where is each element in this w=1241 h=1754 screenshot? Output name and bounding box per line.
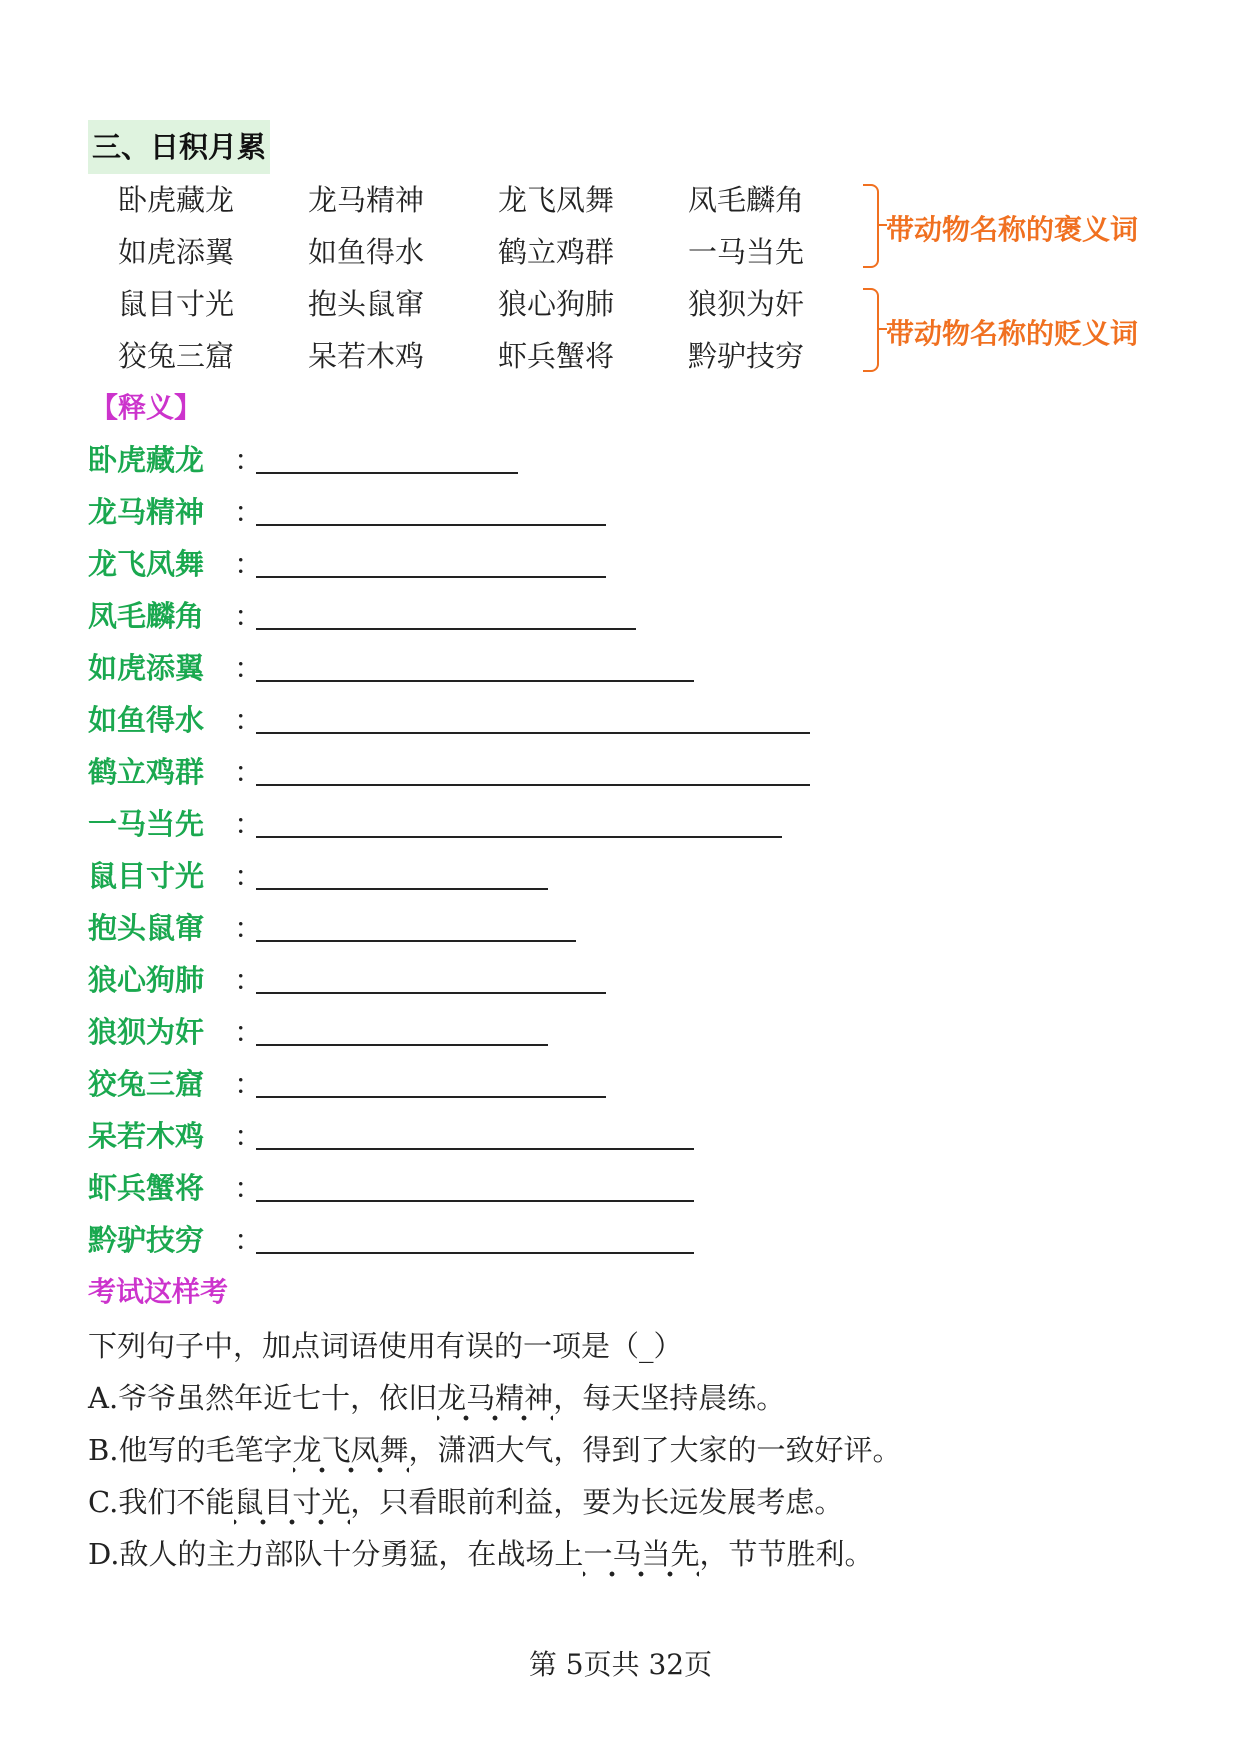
idiom: 狼狈为奸 (688, 287, 805, 321)
idiom-grid (118, 174, 878, 382)
definition-row (88, 746, 810, 798)
definition-row (88, 642, 810, 694)
definition-row (88, 850, 810, 902)
definition-row (88, 1162, 810, 1214)
definitions-list (88, 434, 810, 1266)
definition-row (88, 902, 810, 954)
definition-row (88, 1214, 810, 1266)
option-text: C.我们不能 (88, 1485, 235, 1519)
answer-blank-line[interactable] (256, 732, 810, 734)
idiom-row (118, 174, 878, 226)
answer-blank-line[interactable] (256, 992, 606, 994)
option-text: A.爷爷虽然年近七十，依旧 (88, 1381, 438, 1415)
definition-term: 卧虎藏龙 (88, 443, 205, 477)
idiom: 鼠目寸光 (118, 287, 235, 321)
option-b[interactable] (88, 1424, 1168, 1476)
idiom: 凤毛麟角 (688, 183, 805, 217)
definition-colon: ： (234, 1015, 264, 1049)
option-text: B.他写的毛笔字 (88, 1433, 293, 1467)
definition-colon: ： (234, 1171, 264, 1205)
idiom: 鹤立鸡群 (498, 235, 615, 269)
definition-row (88, 694, 810, 746)
negative-group-label: 带动物名称的贬义词 (886, 317, 1139, 350)
definition-term: 狼狈为奸 (88, 1015, 205, 1049)
option-text: D.敌人的主力部队十分勇猛，在战场上 (88, 1537, 584, 1571)
definition-colon: ： (234, 495, 264, 529)
definition-term: 龙马精神 (88, 495, 205, 529)
option-text: ，潇洒大气，得到了大家的一致好评。 (408, 1433, 902, 1467)
definition-colon: ： (234, 807, 264, 841)
answer-blank-line[interactable] (256, 1252, 694, 1254)
answer-blank-line[interactable] (256, 1096, 606, 1098)
definition-term: 龙飞凤舞 (88, 547, 205, 581)
section-title: 三、日积月累 (88, 120, 270, 174)
answer-blank-line[interactable] (256, 940, 576, 942)
definition-term: 如虎添翼 (88, 651, 205, 685)
definition-colon: ： (234, 911, 264, 945)
answer-blank-line[interactable] (256, 784, 810, 786)
definition-row (88, 1110, 810, 1162)
negative-group-brace (863, 288, 879, 372)
definition-colon: ： (234, 859, 264, 893)
definition-colon: ： (234, 1067, 264, 1101)
dotted-phrase: 一马当先 (583, 1537, 699, 1579)
idiom: 卧虎藏龙 (118, 183, 235, 217)
answer-blank-line[interactable] (256, 680, 694, 682)
page-number: 第 5页共 32页 (528, 1648, 713, 1681)
definition-row (88, 538, 810, 590)
answer-blank-line[interactable] (256, 1044, 548, 1046)
answer-blank-line[interactable] (256, 1148, 694, 1150)
answer-blank-line[interactable] (256, 628, 636, 630)
positive-group-label: 带动物名称的褒义词 (886, 213, 1139, 246)
definition-colon: ： (234, 963, 264, 997)
idiom: 如虎添翼 (118, 235, 235, 269)
question-stem: 下列句子中，加点词语使用有误的一项是（_） (88, 1329, 683, 1363)
option-text: ，每天坚持晨练。 (553, 1381, 786, 1415)
answer-blank-line[interactable] (256, 888, 548, 890)
positive-group-brace (863, 184, 879, 268)
definition-colon: ： (234, 755, 264, 789)
idiom: 虾兵蟹将 (498, 339, 615, 373)
idiom-row (118, 278, 878, 330)
idiom: 龙马精神 (308, 183, 425, 217)
answer-blank-line[interactable] (256, 472, 518, 474)
definition-term: 一马当先 (88, 807, 205, 841)
idiom: 呆若木鸡 (308, 339, 425, 373)
definition-term: 虾兵蟹将 (88, 1171, 205, 1205)
option-a[interactable] (88, 1372, 1168, 1424)
idiom: 狼心狗肺 (498, 287, 615, 321)
definition-colon: ： (234, 599, 264, 633)
definition-colon: ： (234, 1119, 264, 1153)
definition-term: 狡兔三窟 (88, 1067, 205, 1101)
exam-question (88, 1320, 1168, 1580)
idiom: 抱头鼠窜 (308, 287, 425, 321)
definition-term: 凤毛麟角 (88, 599, 205, 633)
definition-term: 呆若木鸡 (88, 1119, 205, 1153)
dotted-phrase: 龙马精神 (437, 1381, 553, 1423)
idiom: 如鱼得水 (308, 235, 425, 269)
answer-blank-line[interactable] (256, 836, 782, 838)
definitions-heading: 【释义】 (90, 391, 203, 424)
definition-term: 鹤立鸡群 (88, 755, 205, 789)
definition-colon: ： (234, 703, 264, 737)
definition-colon: ： (234, 547, 264, 581)
definition-colon: ： (234, 1223, 264, 1257)
definition-colon: ： (234, 443, 264, 477)
idiom-row (118, 226, 878, 278)
definition-row (88, 798, 810, 850)
definition-term: 抱头鼠窜 (88, 911, 205, 945)
exam-heading: 考试这样考 (88, 1275, 229, 1308)
option-d[interactable] (88, 1528, 1168, 1580)
dotted-phrase: 鼠目寸光 (234, 1485, 350, 1527)
dotted-phrase: 龙飞凤舞 (293, 1433, 409, 1475)
definition-colon: ： (234, 651, 264, 685)
answer-blank-line[interactable] (256, 576, 606, 578)
idiom-row (118, 330, 878, 382)
option-c[interactable] (88, 1476, 1168, 1528)
idiom: 龙飞凤舞 (498, 183, 615, 217)
idiom: 狡兔三窟 (118, 339, 235, 373)
idiom: 一马当先 (688, 235, 805, 269)
answer-blank-line[interactable] (256, 524, 606, 526)
definition-row (88, 954, 810, 1006)
definition-row (88, 1058, 810, 1110)
definition-row (88, 1006, 810, 1058)
option-text: ，节节胜利。 (699, 1537, 874, 1571)
definition-term: 狼心狗肺 (88, 963, 205, 997)
definition-term: 如鱼得水 (88, 703, 205, 737)
definition-term: 黔驴技穷 (88, 1223, 205, 1257)
definition-row (88, 590, 810, 642)
idiom: 黔驴技穷 (688, 339, 805, 373)
definition-term: 鼠目寸光 (88, 859, 205, 893)
option-text: ，只看眼前利益，要为长远发展考虑。 (350, 1485, 844, 1519)
answer-blank-line[interactable] (256, 1200, 694, 1202)
definition-row (88, 486, 810, 538)
definition-row (88, 434, 810, 486)
